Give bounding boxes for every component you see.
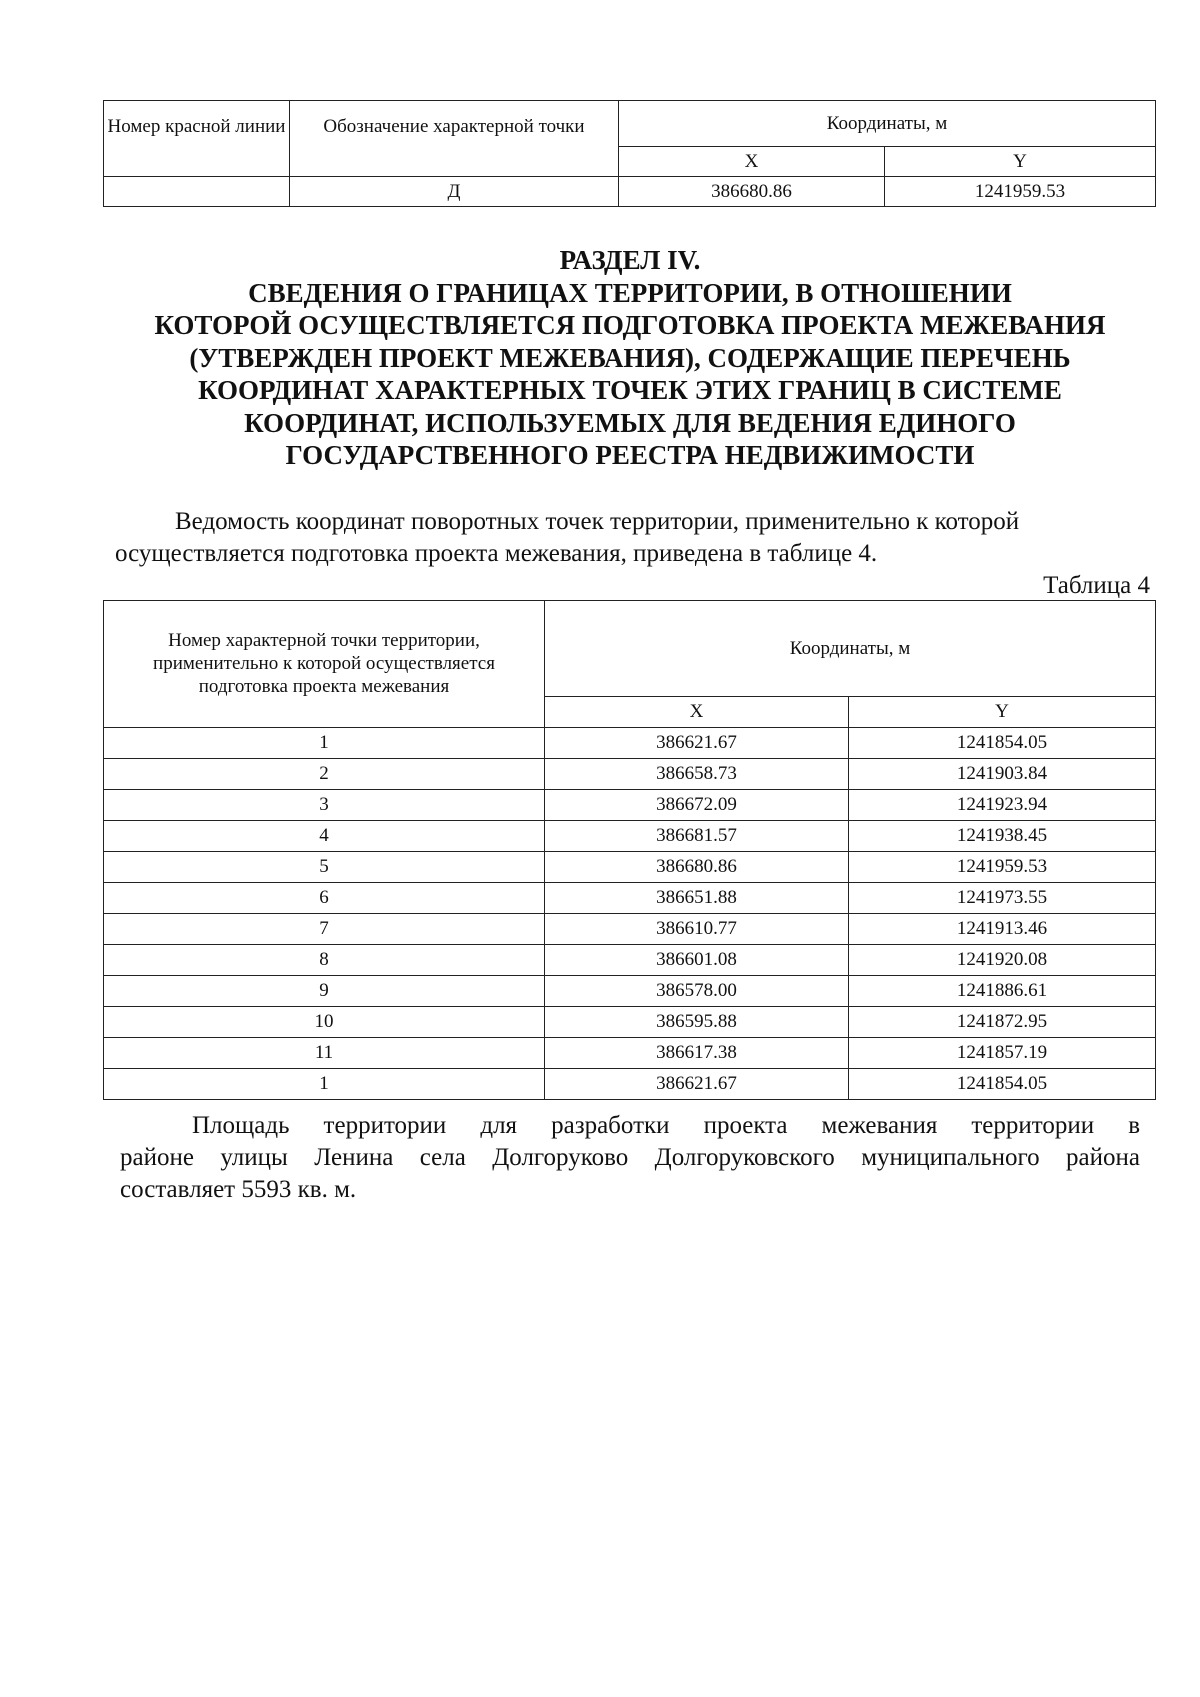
cell-x: 386681.57 <box>545 821 849 852</box>
cell-point-number: 1 <box>104 728 545 759</box>
table-row <box>104 728 1156 759</box>
cell-y: 1241857.19 <box>849 1038 1156 1069</box>
cell-y: 1241973.55 <box>849 883 1156 914</box>
cell-y: 1241872.95 <box>849 1007 1156 1038</box>
cell-x: 386680.86 <box>545 852 849 883</box>
area-line: районе улицы Ленина села Долгоруково Долгоруковского муниципального района <box>120 1144 1140 1171</box>
cell-y: 1241854.05 <box>849 728 1156 759</box>
cell-point-number: 10 <box>104 1007 545 1038</box>
table-row <box>104 1038 1156 1069</box>
cell-x: 386595.88 <box>545 1007 849 1038</box>
header-point-number-line: применительно к которой осуществляется <box>153 653 495 674</box>
cell-x: 386617.38 <box>545 1038 849 1069</box>
table-row <box>104 759 1156 790</box>
heading-line: РАЗДЕЛ IV. <box>559 245 701 275</box>
header-y: Y <box>849 697 1156 728</box>
cell-point-number: 1 <box>104 1069 545 1100</box>
cell-point-number: 5 <box>104 852 545 883</box>
table-row <box>104 914 1156 945</box>
cell-x: 386672.09 <box>545 790 849 821</box>
table-row <box>104 883 1156 914</box>
header-point-number <box>104 601 545 728</box>
cell-y: 1241903.84 <box>849 759 1156 790</box>
cell-point: Д <box>290 177 619 207</box>
cell-y: 1241854.05 <box>849 1069 1156 1100</box>
cell-y: 1241923.94 <box>849 790 1156 821</box>
intro-line: осуществляется подготовка проекта межевания, приведена в таблице 4. <box>115 540 878 567</box>
cell-line <box>104 177 290 207</box>
header-red-line-number: Номер красной линии <box>104 101 290 177</box>
table-row <box>104 976 1156 1007</box>
cell-point-number: 7 <box>104 914 545 945</box>
header-y: Y <box>885 147 1156 177</box>
table-row <box>104 1007 1156 1038</box>
heading-line: КОТОРОЙ ОСУЩЕСТВЛЯЕТСЯ ПОДГОТОВКА ПРОЕКТА МЕЖЕВАНИЯ <box>154 310 1106 340</box>
cell-point-number: 6 <box>104 883 545 914</box>
cell-point-number: 9 <box>104 976 545 1007</box>
area-paragraph <box>120 1110 1140 1206</box>
cell-x: 386610.77 <box>545 914 849 945</box>
header-coordinates: Координаты, м <box>545 601 1156 697</box>
heading-line: (УТВЕРЖДЕН ПРОЕКТ МЕЖЕВАНИЯ), СОДЕРЖАЩИЕ ПЕРЕЧЕНЬ <box>189 342 1071 373</box>
cell-y: 1241920.08 <box>849 945 1156 976</box>
header-x: X <box>545 697 849 728</box>
cell-y: 1241938.45 <box>849 821 1156 852</box>
red-line-coordinates-table <box>103 100 1156 207</box>
header-x: X <box>619 147 885 177</box>
header-point-number-line: подготовка проекта межевания <box>198 676 450 697</box>
cell-x: 386621.67 <box>545 1069 849 1100</box>
header-point-number-line: Номер характерной точки территории, <box>168 630 480 651</box>
cell-x: 386601.08 <box>545 945 849 976</box>
cell-x: 386621.67 <box>545 728 849 759</box>
heading-line: КООРДИНАТ, ИСПОЛЬЗУЕМЫХ ДЛЯ ВЕДЕНИЯ ЕДИНОГО <box>244 407 1016 438</box>
intro-line: Ведомость координат поворотных точек территории, применительно к которой <box>175 508 1020 535</box>
cell-point-number: 11 <box>104 1038 545 1069</box>
cell-x: 386658.73 <box>545 759 849 790</box>
cell-point-number: 8 <box>104 945 545 976</box>
cell-x: 386578.00 <box>545 976 849 1007</box>
cell-point-number: 3 <box>104 790 545 821</box>
table-row <box>104 1069 1156 1100</box>
cell-point-number: 2 <box>104 759 545 790</box>
table-row <box>104 945 1156 976</box>
intro-paragraph <box>115 506 1150 570</box>
cell-y: 1241959.53 <box>849 852 1156 883</box>
area-line: Площадь территории для разработки проекта межевания территории в <box>192 1112 1140 1139</box>
table-row <box>104 852 1156 883</box>
table-row <box>104 821 1156 852</box>
section-heading <box>60 244 1200 472</box>
cell-y: 1241913.46 <box>849 914 1156 945</box>
header-coordinates: Координаты, м <box>619 101 1156 147</box>
area-line: составляет 5593 кв. м. <box>120 1176 357 1203</box>
heading-line: СВЕДЕНИЯ О ГРАНИЦАХ ТЕРРИТОРИИ, В ОТНОШЕНИИ <box>248 277 1012 308</box>
table-caption: Таблица 4 <box>1043 572 1150 599</box>
table-row <box>104 177 1156 207</box>
cell-point-number: 4 <box>104 821 545 852</box>
cell-y: 1241886.61 <box>849 976 1156 1007</box>
table-row <box>104 790 1156 821</box>
heading-line: КООРДИНАТ ХАРАКТЕРНЫХ ТОЧЕК ЭТИХ ГРАНИЦ В СИСТЕМЕ <box>198 375 1062 405</box>
header-point-designation: Обозначение характерной точки <box>290 101 619 177</box>
cell-x: 386680.86 <box>619 177 885 207</box>
cell-x: 386651.88 <box>545 883 849 914</box>
cell-y: 1241959.53 <box>885 177 1156 207</box>
territory-points-table <box>103 600 1156 1100</box>
heading-line: ГОСУДАРСТВЕННОГО РЕЕСТРА НЕДВИЖИМОСТИ <box>285 440 975 470</box>
